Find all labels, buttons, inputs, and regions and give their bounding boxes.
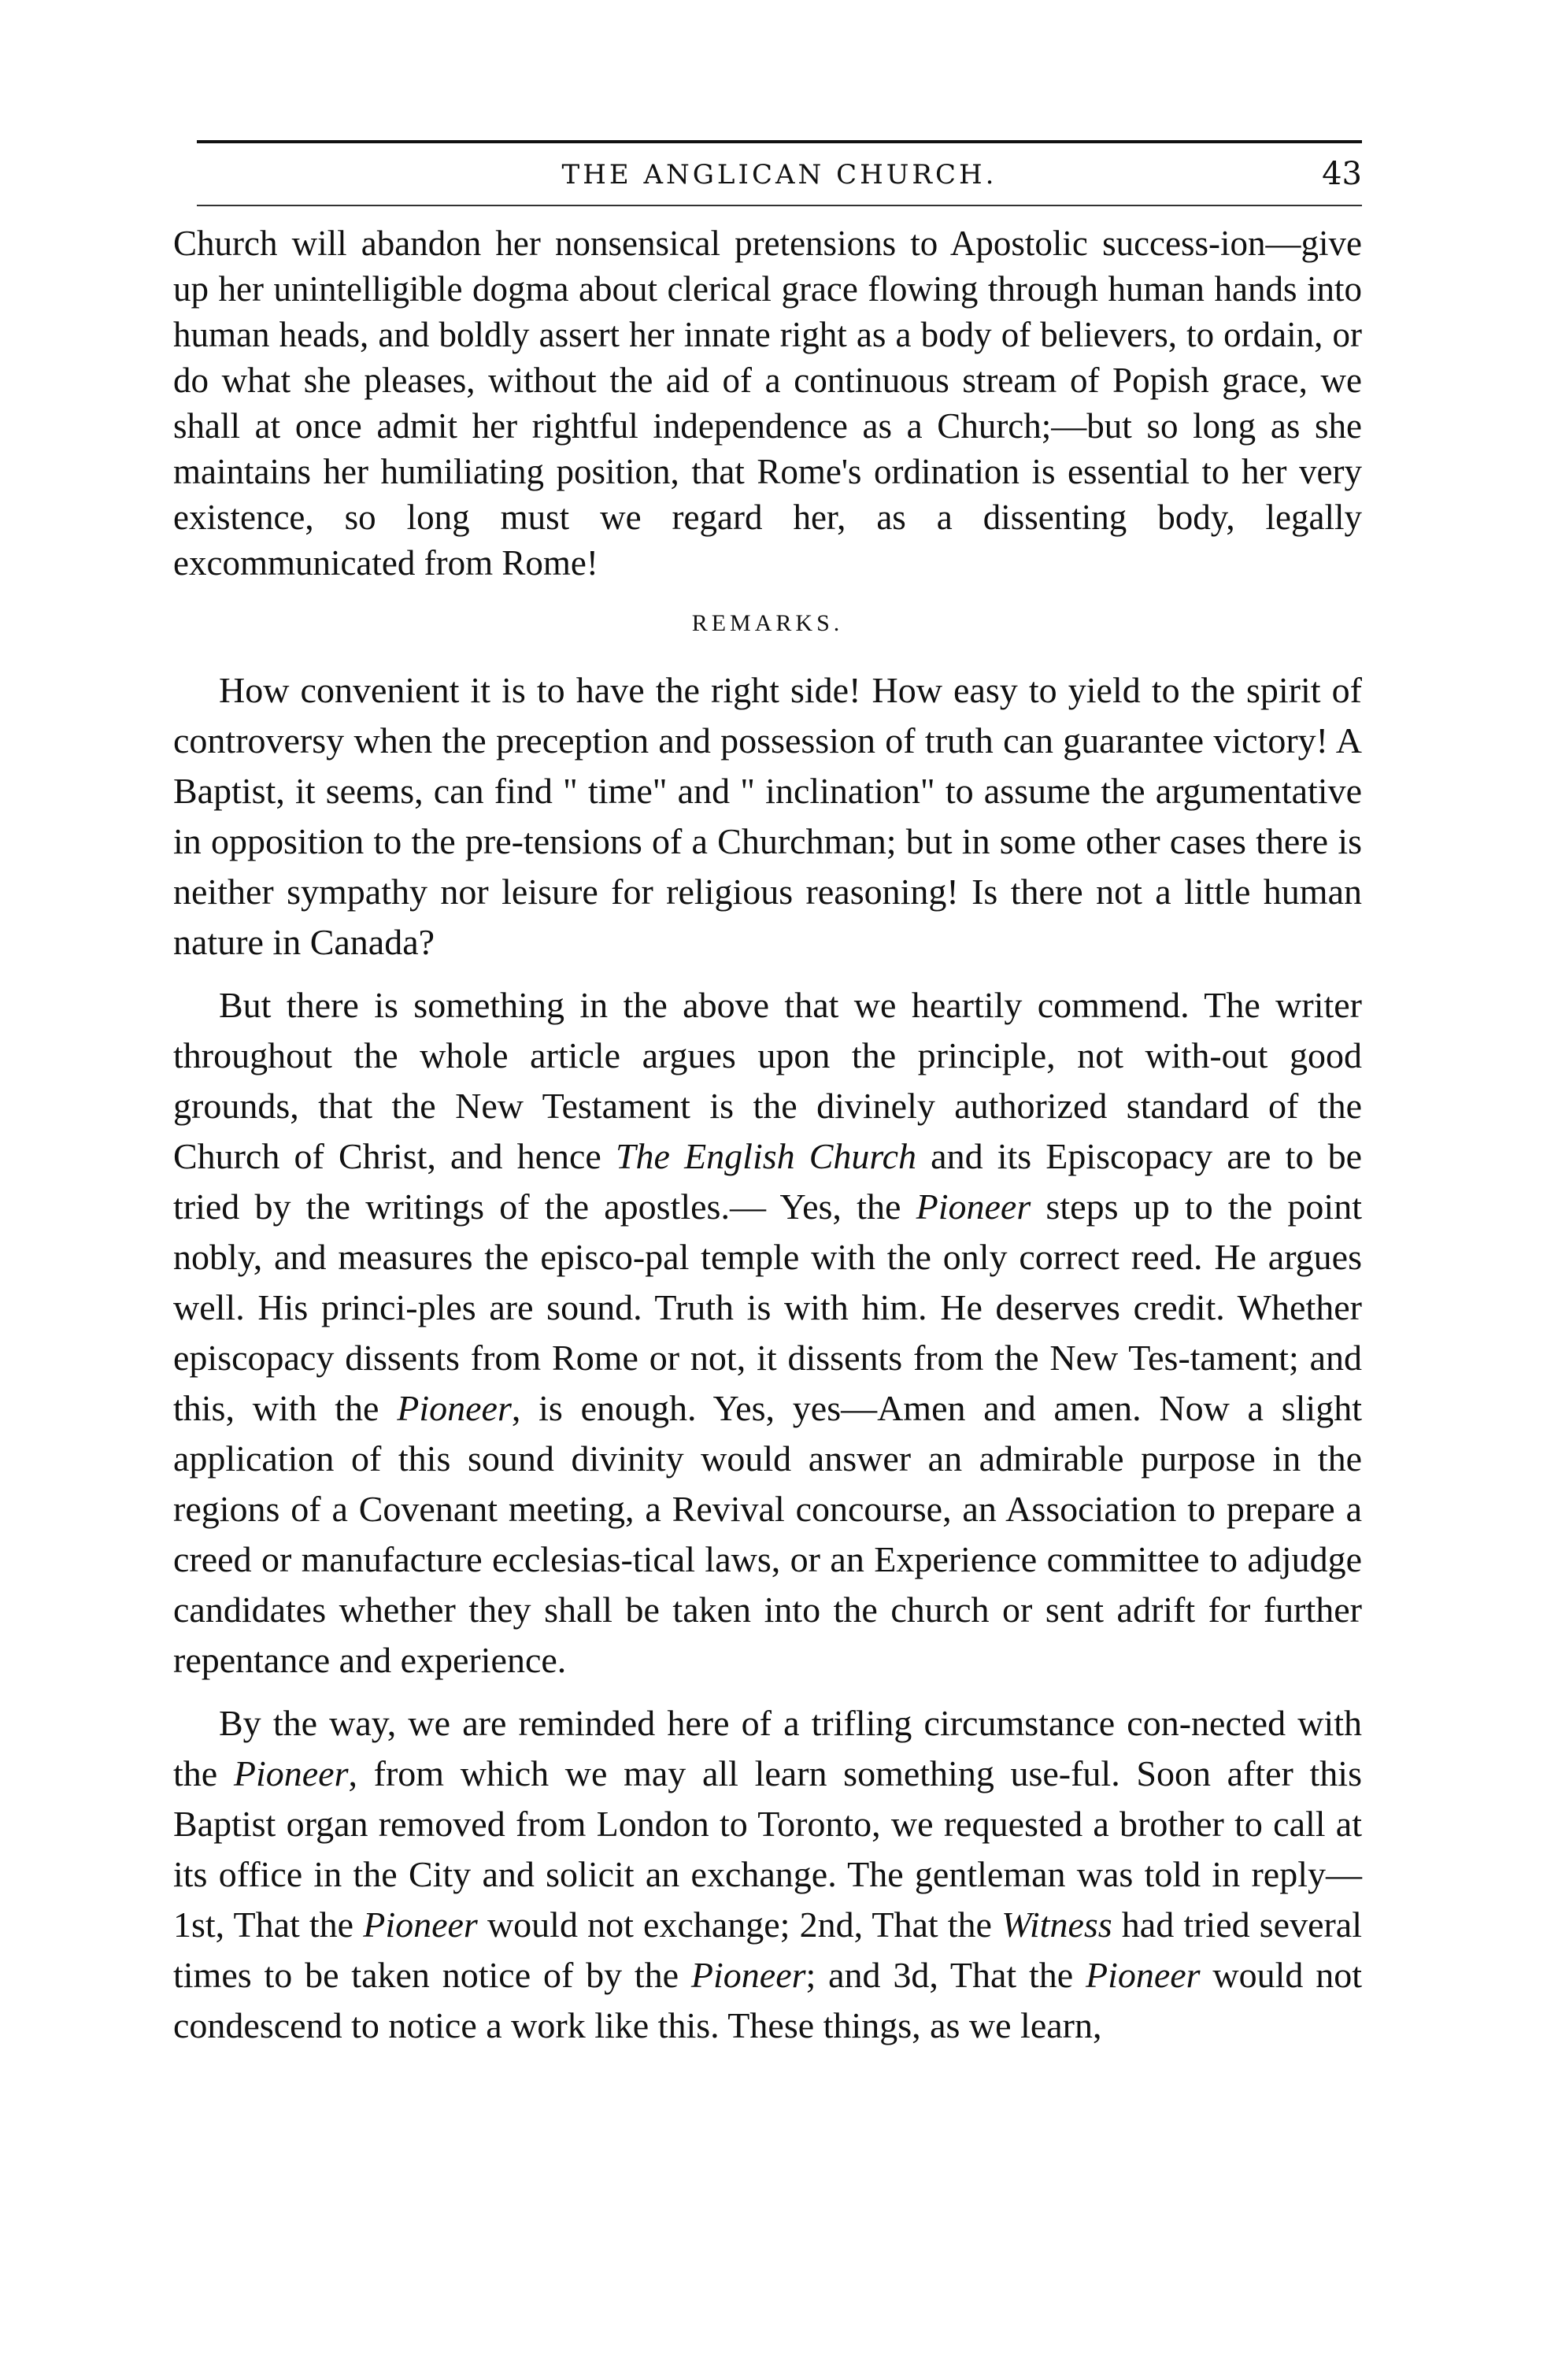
quoted-paragraph: Church will abandon her nonsensical pretensions to Apostolic success-ion—give up her unintelligible dogma about clerical grace flowing through human hands into human heads, and boldly assert her innate right as a body of believers, to ordain, or do what she pleases, without the aid of a continuous stream of Popish grace, we shall at once admit her rightful independence as a Church;—but so long as she maintains her humiliating position, that Rome's ordination is essential to her very existence, so long must we regard her, as a dissenting body, legally excommunicated from Rome! — [173, 224, 1362, 583]
title-witness: Witness — [1001, 1904, 1112, 1945]
paragraph-3-text-5: ; and 3d, That the — [805, 1955, 1086, 1995]
running-head — [197, 156, 1362, 203]
paragraph-2 — [173, 980, 1362, 1686]
header-rule-top — [197, 140, 1362, 143]
title-pioneer: Pioneer — [690, 1955, 806, 1995]
paragraph-3 — [173, 1698, 1362, 2051]
paragraph-2-text-3: steps up to the point nobly, and measures the episco-pal temple with the only correct reed. He argues well. His princi-ples are sound. Truth is with him. He deserves credit. Whether episcopacy dissents from Rome or not, it dissents from the New Tes-tament; and this, with the — [173, 1186, 1362, 1428]
running-title: THE ANGLICAN CHURCH. — [561, 159, 997, 191]
paragraph-3-text-2: , from which we may all learn something use-ful. Soon after this Baptist organ removed from London to Toronto, we requested a brother to call at its office in the City and solicit an exchange. The gentleman was told in reply—1st, That the — [173, 1753, 1362, 1945]
title-pioneer: Pioneer — [363, 1904, 478, 1945]
book-page — [157, 126, 1370, 2315]
paragraph-2-text-1: But there is something in the above that we heartily commend. The writer throughout the whole article argues upon the principle, not with-out good grounds, that the New Testament is the divinely authorized standard of the Church of Christ, and hence — [173, 985, 1362, 1176]
paragraph-3-text-4: had tried several times to be taken notice of by the — [173, 1904, 1363, 1995]
title-pioneer: Pioneer — [916, 1186, 1031, 1227]
title-pioneer: Pioneer — [1085, 1955, 1201, 1995]
paragraph-3-text-6: would not condescend to notice a work like this. These things, as we learn, — [173, 1955, 1363, 2045]
section-heading: REMARKS. — [691, 610, 844, 636]
paragraph-2-text-2: and its Episcopacy are to be tried by the writings of the apostles.— Yes, the — [173, 1136, 1362, 1227]
title-english-church: The English Church — [615, 1136, 917, 1176]
paragraph-3-text-1: By the way, we are reminded here of a trifling circumstance con-nected with the — [173, 1703, 1362, 1793]
header-rule-bottom — [197, 205, 1362, 206]
title-pioneer: Pioneer — [397, 1388, 512, 1428]
page-body — [173, 220, 1362, 2064]
paragraph-3-text-3: would not exchange; 2nd, That the — [477, 1904, 1002, 1945]
paragraph-2-text-4: , is enough. Yes, yes—Amen and amen. Now a slight application of this sound divinity would answer an admirable purpose in the regions of a Covenant meeting, a Revival concourse, an Association to prepare a creed or manufacture ecclesias-tical laws, or an Experience committee to adjudge candidates whether they shall be taken into the church or sent adrift for further repentance and experience. — [173, 1388, 1362, 1680]
paragraph-1: How convenient it is to have the right side! How easy to yield to the spirit of controversy when the preception and possession of truth can guarantee victory! A Baptist, it seems, can find " time" and " inclination" to assume the argumentative in opposition to the pre-tensions of a Churchman; but in some other cases there is neither sympathy nor leisure for religious reasoning! Is there not a little human nature in Canada? — [173, 670, 1362, 962]
title-pioneer: Pioneer — [233, 1753, 349, 1793]
page-number: 43 — [1322, 156, 1362, 192]
